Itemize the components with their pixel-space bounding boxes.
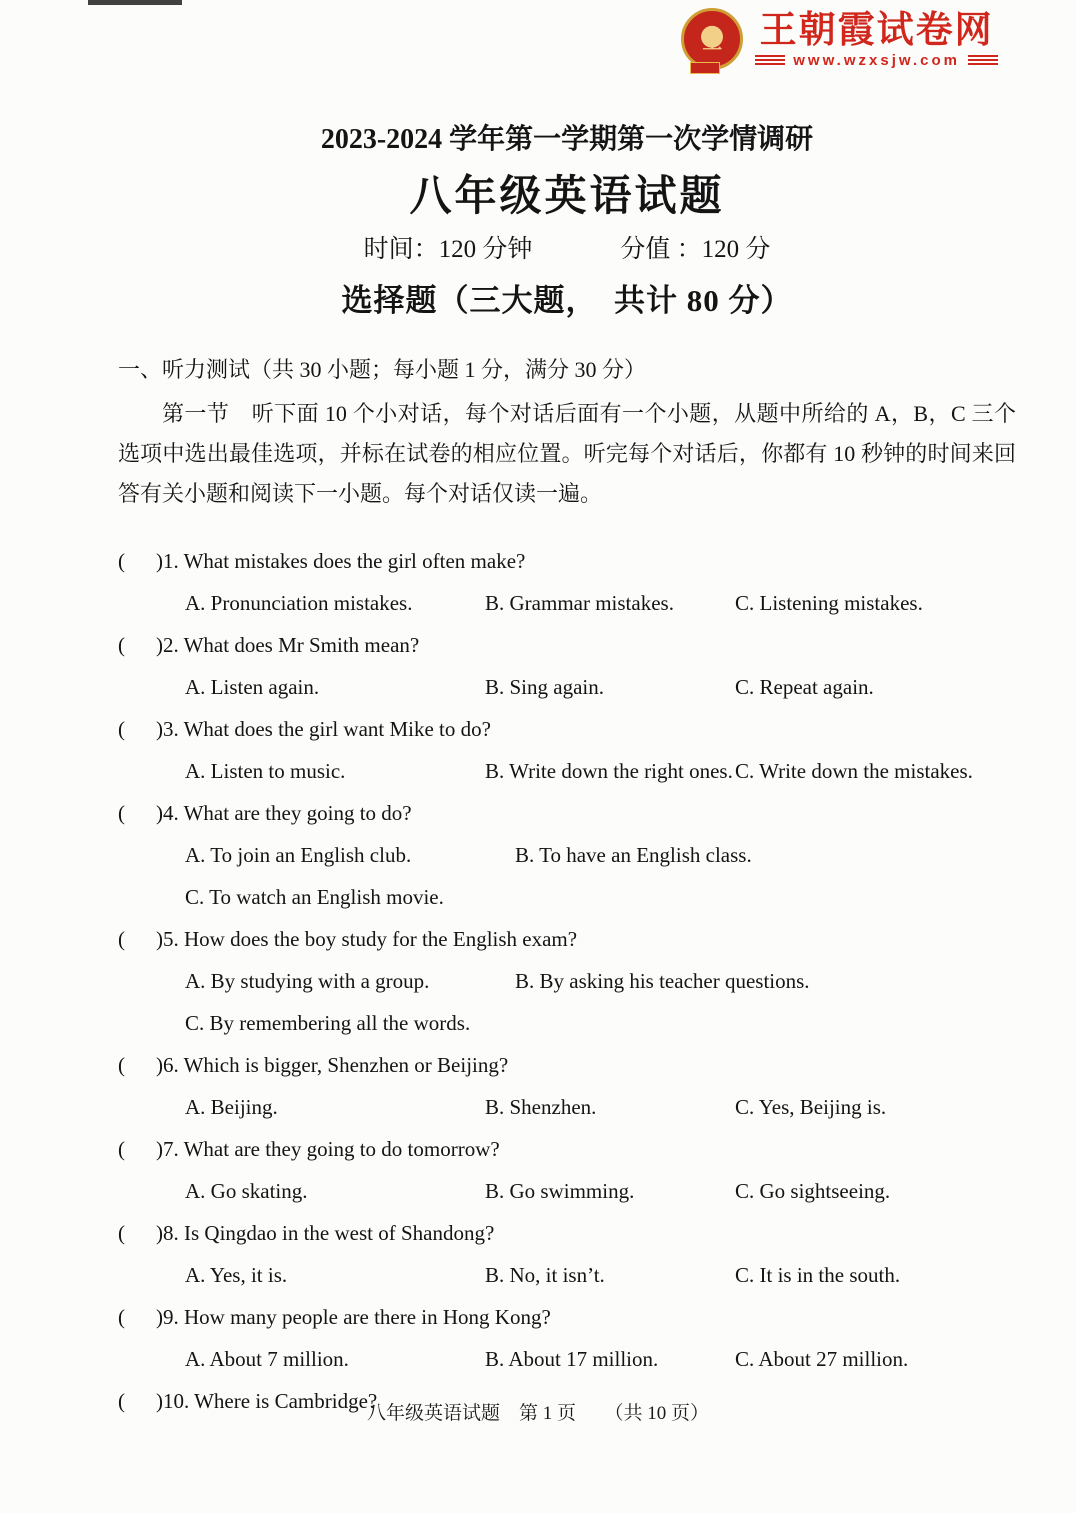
emblem-character: 王 [702, 30, 723, 53]
option: B. Go swimming. [485, 1179, 635, 1203]
time-score-line [118, 234, 1016, 266]
option: B. Sing again. [485, 675, 604, 699]
answer-bracket: ( [118, 1389, 125, 1413]
option: B. No, it isn’t. [485, 1263, 605, 1287]
question [118, 624, 1016, 708]
question-line [118, 708, 1016, 750]
brand-text [755, 10, 998, 69]
option: A. Listen again. [185, 675, 320, 699]
option: A. Listen to music. [185, 759, 346, 783]
question-list [118, 540, 1016, 1422]
listening-section-title: 一、听力测试（共 30 小题；每小题 1 分，满分 30 分） [118, 357, 647, 382]
option: B. By asking his teacher questions. [515, 969, 810, 993]
question-line [118, 792, 1016, 834]
option-row [118, 750, 1016, 792]
question-line [118, 1212, 1016, 1254]
option: C. It is in the south. [735, 1263, 901, 1287]
listening-instructions: 第一节 听下面 10 个小对话，每个对话后面有一个小题，从题中所给的 A，B，C 三个选项中选出最佳选项，并标在试卷的相应位置。听完每个对话后，你都有 10 秒钟的时间来回答有关小题和阅读下一小题。每个对话仅读一遍。 [118, 401, 1016, 506]
question [118, 1128, 1016, 1212]
question [118, 540, 1016, 624]
option: A. About 7 million. [185, 1347, 349, 1371]
option: A. To join an English club. [185, 843, 412, 867]
option-row [118, 960, 1016, 1002]
question-stem: )2. What does Mr Smith mean? [156, 633, 420, 657]
answer-bracket: ( [118, 1221, 125, 1245]
site-name: 王朝霞试卷网 [759, 8, 994, 50]
option: C. Yes, Beijing is. [735, 1095, 887, 1119]
question [118, 918, 1016, 1044]
score-info: 分值 ：120 分 [620, 236, 771, 263]
time-info: 时间：120 分钟 [363, 236, 533, 263]
question-stem: )5. How does the boy study for the English exam? [156, 927, 578, 951]
question [118, 792, 1016, 918]
option: A. Pronunciation mistakes. [185, 591, 413, 615]
question-stem: )1. What mistakes does the girl often make? [156, 549, 526, 573]
answer-bracket: ( [118, 1053, 125, 1077]
option: C. Go sightseeing. [735, 1179, 891, 1203]
option-row [118, 876, 1016, 918]
option-row [118, 582, 1016, 624]
brand-logo [681, 8, 998, 70]
option: C. By remembering all the words. [185, 1011, 471, 1035]
question-stem: )6. Which is bigger, Shenzhen or Beijing? [156, 1053, 509, 1077]
option: B. Grammar mistakes. [485, 591, 674, 615]
option: C. Repeat again. [735, 675, 874, 699]
option-row [118, 1338, 1016, 1380]
question [118, 1044, 1016, 1128]
option-row [118, 1002, 1016, 1044]
section-banner: 选择题（三大题， 共计 80 分） [341, 283, 793, 318]
option: B. To have an English class. [515, 843, 752, 867]
answer-bracket: ( [118, 549, 125, 573]
question [118, 1212, 1016, 1296]
question-line [118, 624, 1016, 666]
scan-artifact [88, 0, 182, 5]
question-line [118, 1296, 1016, 1338]
option: C. Listening mistakes. [735, 591, 923, 615]
term-title: 2023-2024 学年第一学期第一次学情调研 [320, 124, 814, 155]
question [118, 1296, 1016, 1380]
question-line [118, 1044, 1016, 1086]
answer-bracket: ( [118, 1305, 125, 1329]
option-row [118, 1170, 1016, 1212]
option: A. Yes, it is. [185, 1263, 288, 1287]
option: A. Beijing. [185, 1095, 278, 1119]
option: C. Write down the mistakes. [735, 759, 973, 783]
question-line [118, 918, 1016, 960]
question-stem: )7. What are they going to do tomorrow? [156, 1137, 500, 1161]
wave-lines-right-icon [968, 55, 998, 66]
option: C. About 27 million. [735, 1347, 909, 1371]
option-row [118, 1086, 1016, 1128]
question-stem: )8. Is Qingdao in the west of Shandong? [156, 1221, 495, 1245]
question-line [118, 1128, 1016, 1170]
option-row [118, 1254, 1016, 1296]
option: B. Write down the right ones. [485, 759, 733, 783]
option-row [118, 666, 1016, 708]
answer-bracket: ( [118, 717, 125, 741]
question-stem: )3. What does the girl want Mike to do? [156, 717, 491, 741]
question-stem: )9. How many people are there in Hong Kong? [156, 1305, 551, 1329]
question-stem: )10. Where is Cambridge? [156, 1389, 378, 1413]
site-url-row [755, 52, 998, 69]
question-line [118, 540, 1016, 582]
option-row [118, 834, 1016, 876]
option: C. To watch an English movie. [185, 885, 444, 909]
brand-emblem-icon [681, 8, 743, 70]
option: B. About 17 million. [485, 1347, 659, 1371]
page-footer: 八年级英语试题 第 1 页 （共 10 页） [366, 1403, 709, 1424]
answer-bracket: ( [118, 633, 125, 657]
question [118, 708, 1016, 792]
paper-title: 八年级英语试题 [409, 174, 725, 220]
answer-bracket: ( [118, 1137, 125, 1161]
emblem-ribbon-icon [690, 62, 720, 74]
option: A. By studying with a group. [185, 969, 430, 993]
question-stem: )4. What are they going to do? [156, 801, 412, 825]
answer-bracket: ( [118, 801, 125, 825]
option: A. Go skating. [185, 1179, 308, 1203]
site-url: www.wzxsjw.com [793, 51, 960, 69]
answer-bracket: ( [118, 927, 125, 951]
wave-lines-left-icon [755, 55, 785, 66]
option: B. Shenzhen. [485, 1095, 597, 1119]
